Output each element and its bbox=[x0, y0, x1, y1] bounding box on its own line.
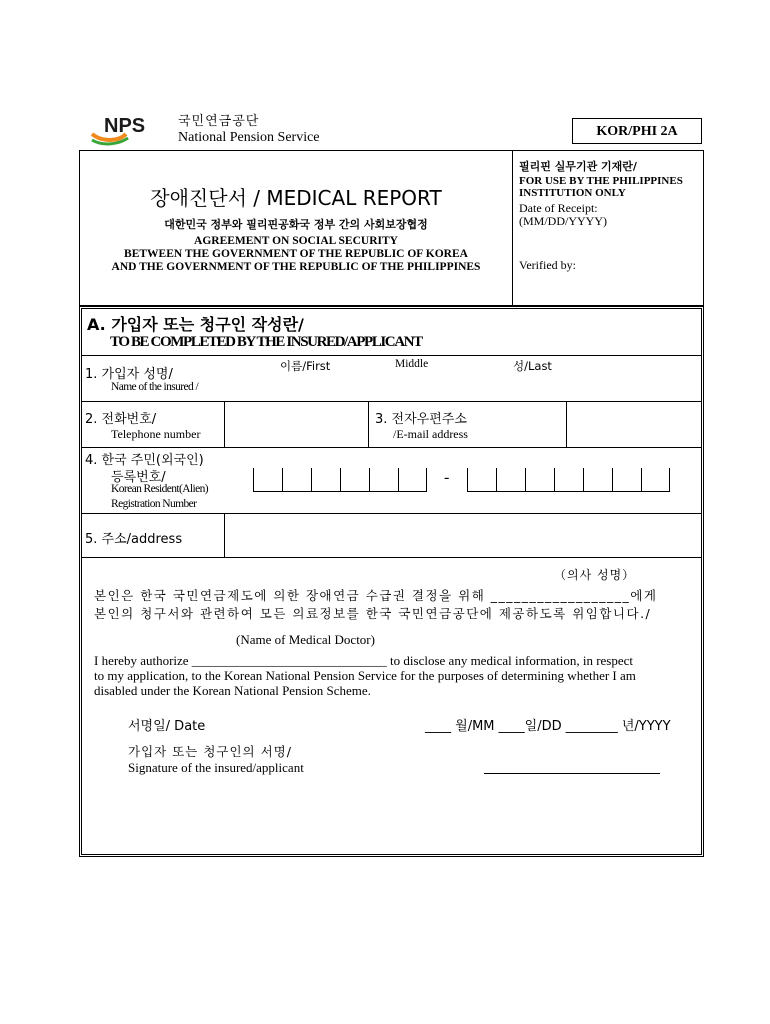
date-of-receipt-format: (MM/DD/YYYY) bbox=[519, 214, 607, 228]
registration-digit-box[interactable] bbox=[398, 468, 427, 492]
form-title: 장애진단서 / MEDICAL REPORT bbox=[150, 186, 442, 210]
agreement-title-korean: 대한민국 정부와 필리핀공화국 정부 간의 사회보장협정 bbox=[164, 218, 428, 231]
registration-digit-box[interactable] bbox=[583, 468, 612, 492]
consent-text-english-2: to my application, to the Korean National Pension Service for the purposes of determining whether I am bbox=[94, 668, 636, 683]
registration-digit-box[interactable] bbox=[369, 468, 398, 492]
address-label-divider bbox=[224, 513, 225, 557]
phone-email-divider bbox=[368, 401, 369, 447]
middle-name-column: Middle bbox=[395, 358, 429, 370]
registration-digit-box[interactable] bbox=[340, 468, 369, 492]
svg-text:NPS: NPS bbox=[104, 115, 146, 137]
org-name-english: National Pension Service bbox=[178, 130, 320, 145]
phone-label-english: Telephone number bbox=[111, 427, 201, 441]
row-rule-3 bbox=[81, 513, 702, 514]
registration-digit-box[interactable] bbox=[641, 468, 670, 492]
table-top-rule bbox=[81, 355, 702, 356]
registration-digit-box[interactable] bbox=[612, 468, 641, 492]
doctor-name-label-english: (Name of Medical Doctor) bbox=[236, 632, 375, 647]
date-of-receipt-label: Date of Receipt: bbox=[519, 201, 598, 215]
org-name-korean: 국민연금공단 bbox=[178, 114, 260, 129]
verified-by-label: Verified by: bbox=[519, 258, 576, 272]
phone-label-divider bbox=[224, 401, 225, 447]
title-divider bbox=[512, 150, 513, 306]
first-name-column: 이름/First bbox=[280, 359, 331, 373]
consent-text-korean-2: 본인의 청구서와 관련하여 모든 의료정보를 한국 국민연금공단에 제공하도록 위임합니다./ bbox=[94, 606, 652, 621]
section-a-heading-english: TO BE COMPLETED BY THE INSURED/APPLICANT bbox=[110, 334, 422, 350]
registration-digit-box[interactable] bbox=[467, 468, 496, 492]
email-label-korean: 3. 전자우편주소 bbox=[375, 412, 467, 427]
name-label-korean: 1. 가입자 성명/ bbox=[85, 367, 173, 382]
registration-digit-box[interactable] bbox=[311, 468, 340, 492]
name-label-english: Name of the insured / bbox=[111, 381, 199, 393]
signature-line[interactable] bbox=[484, 773, 660, 774]
registration-digit-box[interactable] bbox=[525, 468, 554, 492]
form-code: KOR/PHI 2A bbox=[572, 118, 702, 144]
registration-label-korean-1: 4. 한국 주민(외국인) bbox=[85, 453, 204, 468]
consent-text-english-1: I hereby authorize ______________________________ to disclose any medical information, in respect bbox=[94, 653, 634, 668]
agreement-title-line-1: AGREEMENT ON SOCIAL SECURITY bbox=[194, 235, 398, 247]
email-label-english: /E-mail address bbox=[393, 427, 468, 441]
institution-label-korean: 필리핀 실무기관 기재란/ bbox=[519, 160, 637, 173]
row-rule-4 bbox=[81, 557, 702, 558]
section-a-heading-korean: A. 가입자 또는 청구인 작성란/ bbox=[87, 315, 304, 334]
signature-label-korean: 가입자 또는 청구인의 서명/ bbox=[128, 744, 292, 759]
institution-label-line-1: FOR USE BY THE PHILIPPINES bbox=[519, 175, 683, 187]
registration-digit-box[interactable] bbox=[282, 468, 311, 492]
registration-digit-box[interactable] bbox=[554, 468, 583, 492]
consent-text-english-3: disabled under the Korean National Pension Scheme. bbox=[94, 683, 371, 698]
nps-logo bbox=[88, 112, 168, 146]
institution-label-line-2: INSTITUTION ONLY bbox=[519, 187, 626, 199]
row-rule-1 bbox=[81, 401, 702, 402]
registration-label-english-1: Korean Resident(Alien) bbox=[111, 483, 208, 495]
email-label-divider bbox=[566, 401, 567, 447]
agreement-title-line-2: BETWEEN THE GOVERNMENT OF THE REPUBLIC OF KOREA bbox=[124, 248, 468, 260]
registration-label-korean-2: 등록번호/ bbox=[111, 470, 166, 485]
signature-date-label: 서명일/ Date bbox=[128, 719, 206, 734]
signature-date-fields[interactable]: ____ 월/MM ____일/DD ________ 년/YYYY bbox=[425, 719, 671, 734]
address-label: 5. 주소/address bbox=[85, 532, 183, 547]
registration-separator: - bbox=[444, 469, 450, 486]
phone-label-korean: 2. 전화번호/ bbox=[85, 412, 157, 427]
registration-digit-box[interactable] bbox=[496, 468, 525, 492]
signature-label-english: Signature of the insured/applicant bbox=[128, 760, 304, 775]
registration-label-english-2: Registration Number bbox=[111, 498, 197, 510]
doctor-name-label-korean: （의사 성명） bbox=[554, 568, 636, 582]
row-rule-2 bbox=[81, 447, 702, 448]
last-name-column: 성/Last bbox=[513, 359, 552, 373]
registration-digit-box[interactable] bbox=[253, 468, 282, 492]
agreement-title-line-3: AND THE GOVERNMENT OF THE REPUBLIC OF THE PHILIPPINES bbox=[111, 261, 481, 273]
consent-text-korean-1: 본인은 한국 국민연금제도에 의한 장애연금 수급권 결정을 위해 __________________에게 bbox=[94, 588, 658, 603]
